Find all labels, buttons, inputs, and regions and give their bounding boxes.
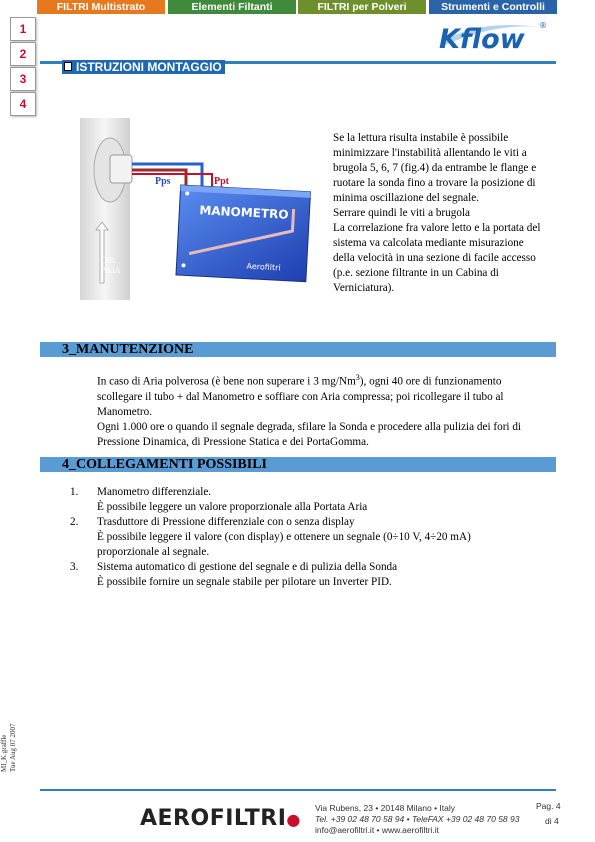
installation-figure (80, 118, 320, 300)
checkbox-icon (64, 62, 72, 71)
text-line: brugola 5, 6, 7 (fig.4) da entrambe le flange e (333, 162, 537, 174)
page-tab-4[interactable]: 4 (10, 92, 36, 116)
footer-phone: Tel. +39 02 48 70 58 94 • TeleFAX +39 02 48 70 58 93 (315, 814, 520, 824)
text-line: Verniciatura). (333, 282, 395, 294)
list-number: 1. (70, 486, 79, 498)
page-tab-3[interactable]: 3 (10, 67, 36, 91)
maintenance-title: 3_MANUTENZIONE (62, 342, 194, 357)
text-line: scollegare il tubo + dal Manometro e soffiare con Aria compressa; poi ricollegare il tubo al (97, 390, 504, 403)
kflow-logo-text: Kflow (439, 24, 525, 55)
manometro-label: MANOMETRO (199, 203, 289, 222)
list-number: 3. (70, 561, 79, 573)
text-line: della velocità in una sezione di facile accesso (333, 252, 536, 264)
text-line: Se la lettura risulta instabile è possibile (333, 132, 509, 144)
page-tab-2[interactable]: 2 (10, 42, 36, 66)
tab-filtri-multistrato[interactable]: FILTRI Multistrato (37, 0, 165, 14)
text-line: sistema va calcolata mediante misurazione (333, 237, 524, 249)
text-line: minima oscillazione del segnale. (333, 192, 480, 204)
aerofiltri-box-label: Aerofiltri (246, 261, 281, 273)
install-text (333, 131, 540, 296)
connections-title: 4_COLLEGAMENTI POSSIBILI (62, 457, 267, 472)
page-number: Pag. 4 (536, 801, 561, 811)
registered-mark: ® (539, 21, 547, 30)
list-item: Manometro differenziale. È possibile leggere un valore proporzionale alla Portata Aria (97, 486, 368, 513)
install-title-text: ISTRUZIONI MONTAGGIO (76, 60, 222, 74)
list-item: Sistema automatico di gestione del segnale e di pulizia della Sonda È possibile fornire un segnale stabile per pilotare un Inverter PID. (97, 561, 398, 588)
text-line: In caso di Aria polverosa (è bene non superare i 3 mg/Nm$^3$), ogni 40 ore di funzionamento (97, 373, 502, 388)
pps-label: Pps (155, 176, 171, 187)
text-line: Serrare quindi le viti a brugola (333, 207, 471, 219)
kflow-logo (435, 17, 555, 55)
drop-icon: ● (286, 810, 301, 829)
list-number: 2. (70, 516, 79, 528)
footer-brand: AEROFILTRI● (140, 806, 301, 831)
page-tab-1[interactable]: 1 (10, 17, 36, 41)
text-line: Manometro. (97, 405, 152, 418)
text-line: ruotare la sonda fino a trovare la posizione di (333, 177, 536, 189)
dir-label: DIR. (101, 256, 117, 265)
page-total: di 4 (545, 816, 559, 826)
tab-elementi-filtanti[interactable]: Elementi Filtanti (168, 0, 296, 14)
ppt-label: Ppt (214, 176, 229, 187)
text-line: minimizzare l'instabilità allentando le viti a (333, 147, 527, 159)
aria-label: ARIA (101, 266, 121, 275)
list-item: Trasduttore di Pressione differenziale con o senza display È possibile leggere il valore (con display) e ottenere un segnale (0÷10 V, 4÷20 mA) proporzionale al segnale. (97, 516, 471, 558)
text-line: Ogni 1.000 ore o quando il segnale degrada, sfilare la Sonda e procedere alla pulizia dei fori di (97, 420, 522, 433)
footer-address: Via Rubens, 23 • 20148 Milano • Italy (315, 803, 455, 813)
footer-contact[interactable]: info@aerofiltri.it • www.aerofiltri.it (315, 825, 440, 835)
text-line: Pressione Dinamica, di Pressione Statica e dei PortaGomma. (97, 435, 369, 448)
maintenance-text (97, 370, 521, 450)
tab-filtri-per-polveri[interactable]: FILTRI per Polveri (298, 0, 426, 14)
install-section-title (62, 60, 225, 74)
text-line: La correlazione fra valore letto e la portata del (333, 222, 541, 234)
text-line: (p.e. sezione filtrante in un Cabina di (333, 267, 499, 279)
file-info: MI_K.graffle Tue Aug 07 2007 (0, 723, 17, 772)
tab-strumenti-e-controlli[interactable]: Strumenti e Controlli (429, 0, 557, 14)
footer-divider (40, 789, 556, 791)
